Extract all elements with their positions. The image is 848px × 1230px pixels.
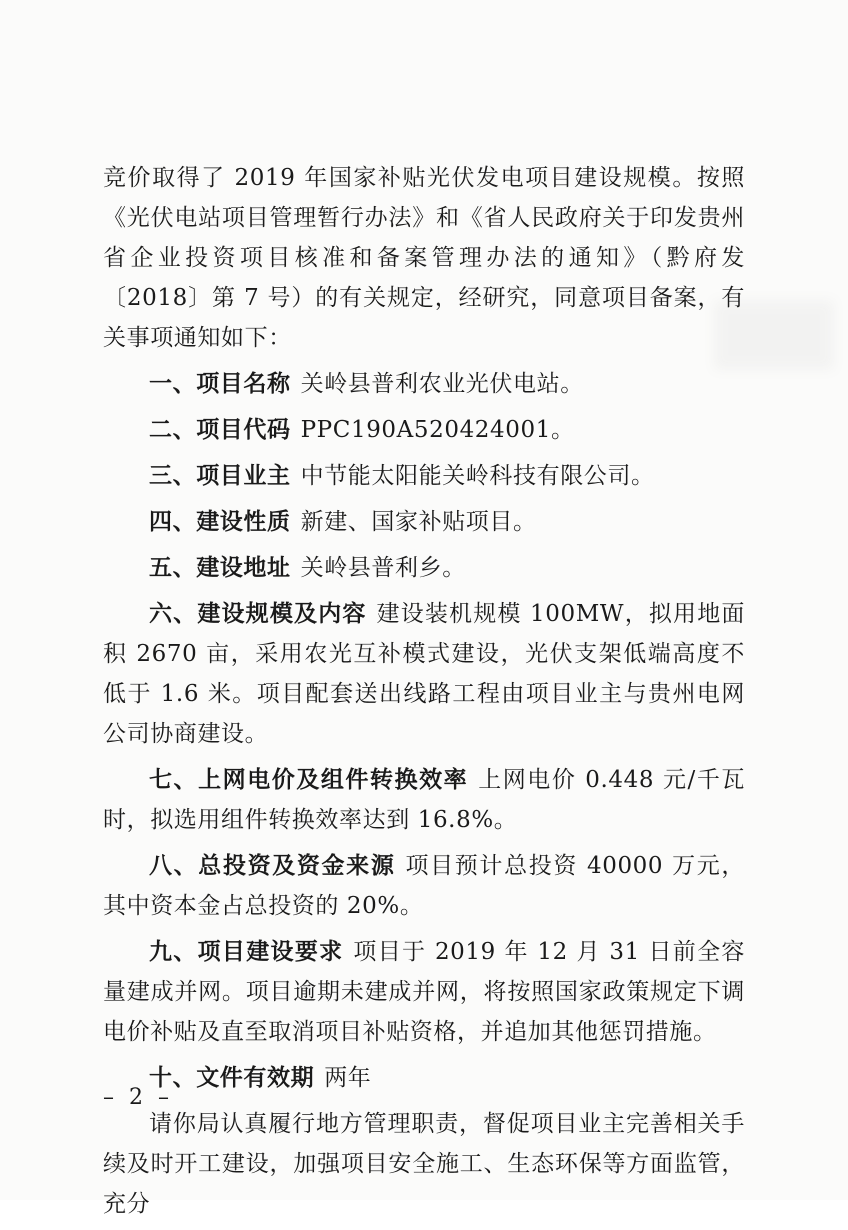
construction-nature-label: 四、建设性质 [149,509,291,535]
construction-nature-value: 新建、国家补贴项目。 [300,509,537,535]
construction-address-item [103,548,745,588]
project-owner-item [103,456,745,496]
intro-text: 竞价取得了 2019 年国家补贴光伏发电项目建设规模。按照《光伏电站项目管理暂行办法》和《省人民政府关于印发贵州省企业投资项目核准和备案管理办法的通知》（黔府发〔2018〕第 7 号）的有关规定，经研究，同意项目备案，有关事项通知如下： [103,165,745,351]
construction-address-label: 五、建设地址 [149,555,291,581]
grid-price-value: 上网电价 0.448 元/千瓦时，拟选用组件转换效率达到 16.8%。 [103,767,745,833]
project-name-value: 关岭县普利农业光伏电站。 [300,371,584,397]
validity-item [103,1058,745,1098]
construction-requirement-value: 项目于 2019 年 12 月 31 日前全容量建成并网。项目逾期未建成并网，将按照国家政策规定下调电价补贴及直至取消项目补贴资格，并追加其他惩罚措施。 [103,939,745,1045]
investment-value: 项目预计总投资 40000 万元，其中资本金占总投资的 20%。 [103,853,745,919]
project-owner-label: 三、项目业主 [149,463,291,489]
project-code-item [103,410,745,450]
project-owner-value: 中节能太阳能关岭科技有限公司。 [300,463,655,489]
construction-requirement-item [103,932,745,1052]
construction-scale-item [103,594,745,754]
document-body [103,158,745,1230]
project-code-label: 二、项目代码 [149,417,291,443]
construction-scale-value: 建设装机规模 100MW，拟用地面积 2670 亩，采用农光互补模式建设，光伏支架低端高度不低于 1.6 米。项目配套送出线路工程由项目业主与贵州电网公司协商建设。 [103,601,745,747]
construction-nature-item [103,502,745,542]
construction-requirement-label: 九、项目建设要求 [149,939,344,965]
intro-paragraph [103,158,745,358]
project-code-value: PPC190A520424001。 [300,417,575,443]
grid-price-item [103,760,745,840]
investment-label: 八、总投资及资金来源 [149,853,396,879]
validity-value: 两年 [324,1065,372,1091]
validity-label: 十、文件有效期 [149,1065,315,1091]
investment-item [103,846,745,926]
project-name-item [103,364,745,404]
construction-address-value: 关岭县普利乡。 [300,555,466,581]
construction-scale-label: 六、建设规模及内容 [149,601,367,627]
project-name-label: 一、项目名称 [149,371,291,397]
closing-text: 请你局认真履行地方管理职责，督促项目业主完善相关手续及时开工建设，加强项目安全施工、生态环保等方面监管，充分 [103,1111,745,1217]
page-number: – 2 – [103,1085,173,1110]
grid-price-label: 七、上网电价及组件转换效率 [149,767,469,793]
closing-paragraph [103,1104,745,1224]
